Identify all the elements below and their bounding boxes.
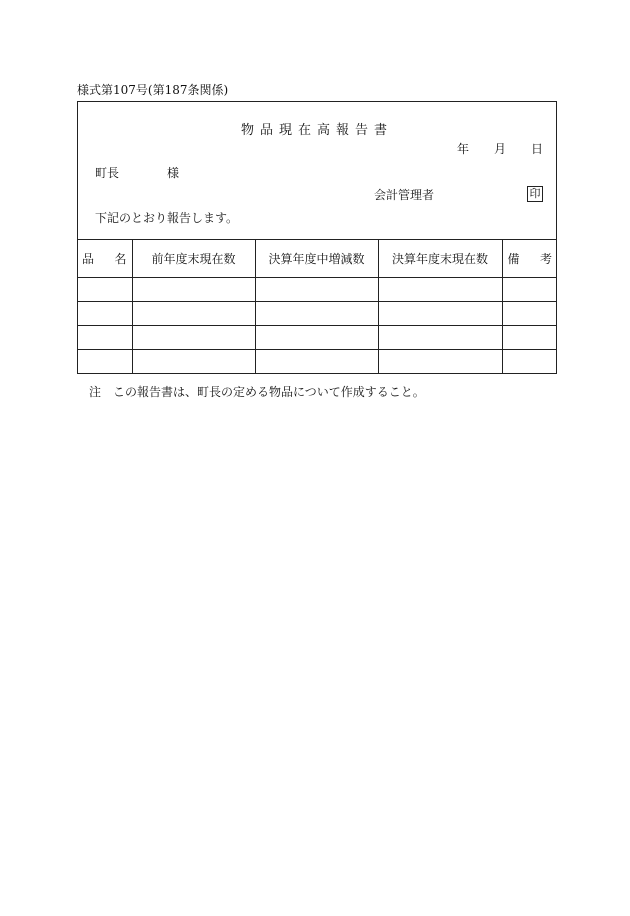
- column-header-remarks: [502, 240, 557, 278]
- table-cell[interactable]: [502, 278, 557, 302]
- table-cell[interactable]: [502, 326, 557, 350]
- column-header-year-end: 決算年度末現在数: [378, 240, 502, 278]
- table-cell[interactable]: [132, 302, 255, 326]
- column-header-item-name: [77, 240, 132, 278]
- seal-mark: 印: [527, 186, 543, 202]
- date-day-label: 日: [531, 142, 544, 156]
- recipient-honorific: 様: [167, 166, 180, 180]
- table-cell[interactable]: [255, 326, 378, 350]
- inventory-table: [77, 239, 557, 373]
- recipient-town-mayor: 町長: [95, 166, 120, 180]
- table-row: [77, 350, 557, 374]
- table-row: [77, 302, 557, 326]
- table-cell[interactable]: [132, 350, 255, 374]
- table-cell[interactable]: [255, 278, 378, 302]
- table-cell[interactable]: [77, 350, 132, 374]
- table-cell[interactable]: [502, 302, 557, 326]
- table-cell[interactable]: [502, 350, 557, 374]
- table-cell[interactable]: [378, 278, 502, 302]
- table-cell[interactable]: [378, 302, 502, 326]
- table-row: [77, 326, 557, 350]
- column-header-part: 考: [539, 252, 552, 266]
- column-header-part: 品: [82, 252, 95, 266]
- table-row: [77, 278, 557, 302]
- table-cell[interactable]: [378, 326, 502, 350]
- column-header-prev-year-end: 前年度末現在数: [132, 240, 255, 278]
- table-header-row: [77, 240, 557, 278]
- intro-text: 下記のとおり報告します。: [95, 211, 239, 225]
- table-cell[interactable]: [132, 326, 255, 350]
- table-cell[interactable]: [77, 302, 132, 326]
- accounting-officer-label: 会計管理者: [374, 188, 435, 202]
- table-cell[interactable]: [77, 278, 132, 302]
- footnote: 注 この報告書は、町長の定める物品について作成すること。: [89, 385, 425, 399]
- column-header-part: 備: [507, 252, 520, 266]
- document-title: 物品現在高報告書: [240, 123, 393, 138]
- table-cell[interactable]: [132, 278, 255, 302]
- table-cell[interactable]: [77, 326, 132, 350]
- table-cell[interactable]: [255, 350, 378, 374]
- table-cell[interactable]: [378, 350, 502, 374]
- column-header-part: 名: [114, 252, 127, 266]
- report-form: [77, 101, 557, 374]
- table-cell[interactable]: [255, 302, 378, 326]
- column-header-change-during-year: 決算年度中増減数: [255, 240, 378, 278]
- form-number: 様式第107号(第187条関係): [77, 83, 229, 97]
- date-year-label: 年: [457, 142, 470, 156]
- date-month-label: 月: [494, 142, 507, 156]
